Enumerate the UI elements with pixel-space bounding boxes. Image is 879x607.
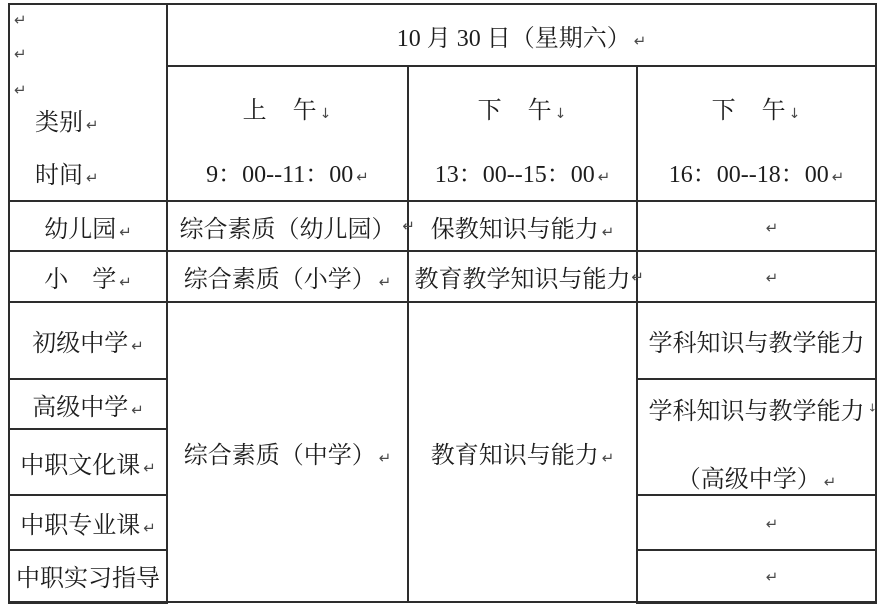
subject-cell-kindergarten-pm bbox=[408, 201, 637, 251]
category-cell-senior bbox=[9, 379, 167, 429]
paragraph-mark: ↵ bbox=[765, 269, 779, 287]
subject-cell-secondary-am bbox=[167, 302, 408, 602]
linebreak-mark: ↓ bbox=[867, 401, 877, 415]
paragraph-mark: ↵ bbox=[831, 168, 845, 186]
category-cell-primary bbox=[9, 251, 167, 302]
exam-schedule-table bbox=[8, 3, 877, 604]
category-text: 幼儿园 bbox=[44, 216, 117, 243]
paragraph-mark: ↵ bbox=[131, 400, 144, 419]
corner-label-time-text: 时间 bbox=[35, 163, 83, 189]
paragraph-mark: ↵ bbox=[765, 568, 779, 587]
subject-text: 学科知识与教学能力 bbox=[648, 398, 865, 425]
paragraph-mark: ↵ bbox=[14, 45, 27, 63]
paragraph-mark: ↵ bbox=[597, 168, 611, 186]
category-text: 高级中学 bbox=[32, 394, 129, 421]
paragraph-mark: ↵ bbox=[378, 273, 392, 291]
linebreak-mark: ↓ bbox=[788, 106, 802, 122]
category-text: 中职专业课 bbox=[20, 513, 141, 539]
linebreak-mark: ↓ bbox=[554, 106, 568, 122]
category-cell-vocational-culture bbox=[9, 429, 167, 495]
session-time bbox=[206, 154, 369, 189]
session-time-text: 9：00--11：00 bbox=[206, 162, 354, 188]
subject-cell-kindergarten-am bbox=[167, 201, 415, 251]
category-text: 初级中学 bbox=[32, 331, 129, 357]
session-cell-morning bbox=[167, 66, 408, 201]
empty-cell-vocational-major-late bbox=[637, 495, 876, 550]
paragraph-mark: ↵ bbox=[378, 448, 392, 467]
empty-cell-kindergarten-late bbox=[637, 201, 876, 251]
corner-label-category bbox=[35, 102, 99, 137]
paragraph-mark: ↵ bbox=[119, 273, 132, 291]
paragraph-mark: ↵ bbox=[765, 218, 779, 237]
paragraph-mark: ↵ bbox=[765, 515, 779, 533]
session-period-text: 下 午 bbox=[711, 98, 787, 124]
category-cell-vocational-intern bbox=[9, 550, 167, 602]
session-time-text: 16：00--18：00 bbox=[668, 162, 829, 188]
date-header-cell bbox=[167, 4, 876, 66]
category-text: 小 学 bbox=[44, 267, 117, 293]
paragraph-mark: ↵ bbox=[356, 168, 369, 186]
subject-text: 综合素质（中学） bbox=[183, 442, 376, 469]
paragraph-mark: ↵ bbox=[14, 81, 27, 99]
subject-line-2 bbox=[638, 459, 875, 494]
subject-text: （高级中学） bbox=[676, 466, 821, 493]
paragraph-mark: ↵ bbox=[402, 217, 415, 235]
linebreak-mark: ↓ bbox=[319, 106, 333, 122]
subject-cell-senior-late bbox=[637, 379, 876, 495]
category-cell-junior bbox=[9, 302, 167, 379]
paragraph-mark: ↵ bbox=[143, 458, 156, 477]
paragraph-mark: ↵ bbox=[14, 11, 27, 29]
paragraph-mark: ↵ bbox=[86, 169, 99, 187]
empty-cell-primary-late bbox=[637, 251, 876, 302]
corner-header-cell bbox=[9, 4, 167, 201]
subject-cell-primary-am bbox=[167, 251, 408, 302]
session-period bbox=[712, 90, 802, 125]
session-cell-afternoon-2 bbox=[637, 66, 876, 201]
paragraph-mark: ↵ bbox=[143, 519, 156, 537]
session-period-text: 上 午 bbox=[242, 98, 318, 124]
subject-cell-junior-late bbox=[637, 302, 876, 379]
date-header-text: 10 月 30 日（星期六） bbox=[396, 25, 631, 52]
session-time-text: 13：00--15：00 bbox=[434, 162, 595, 188]
category-text: 中职实习指导 bbox=[16, 566, 160, 593]
subject-text: 综合素质（幼儿园） bbox=[179, 216, 396, 243]
corner-label-time bbox=[35, 155, 99, 190]
paragraph-mark: ↵ bbox=[601, 222, 615, 241]
document-page bbox=[8, 3, 877, 604]
empty-cell-vocational-intern-late bbox=[637, 550, 876, 602]
subject-text: 教育知识与能力 bbox=[430, 442, 599, 469]
subject-text: 综合素质（小学） bbox=[183, 267, 376, 293]
paragraph-mark: ↵ bbox=[601, 448, 615, 467]
paragraph-mark: ↵ bbox=[823, 472, 837, 491]
corner-label-category-text: 类别 bbox=[35, 110, 83, 136]
subject-line-1 bbox=[638, 391, 875, 426]
paragraph-mark: ↵ bbox=[131, 337, 144, 355]
subject-text: 保教知识与能力 bbox=[430, 216, 599, 243]
subject-text: 学科知识与教学能力 bbox=[648, 331, 865, 357]
paragraph-mark: ↵ bbox=[86, 116, 99, 134]
session-period-text: 下 午 bbox=[477, 98, 553, 124]
category-text: 中职文化课 bbox=[20, 452, 141, 479]
session-period bbox=[478, 90, 568, 125]
paragraph-mark: ↵ bbox=[633, 31, 647, 50]
session-period bbox=[243, 90, 333, 125]
session-cell-afternoon-1 bbox=[408, 66, 637, 201]
subject-text: 教育教学知识与能力 bbox=[414, 267, 631, 293]
paragraph-mark: ↵ bbox=[119, 222, 132, 241]
subject-cell-secondary-pm bbox=[408, 302, 637, 602]
subject-cell-primary-pm bbox=[408, 251, 644, 302]
paragraph-mark: ↵ bbox=[631, 267, 644, 286]
session-time bbox=[435, 154, 611, 189]
category-cell-kindergarten bbox=[9, 201, 167, 251]
session-time bbox=[669, 154, 845, 189]
category-cell-vocational-major bbox=[9, 495, 167, 550]
